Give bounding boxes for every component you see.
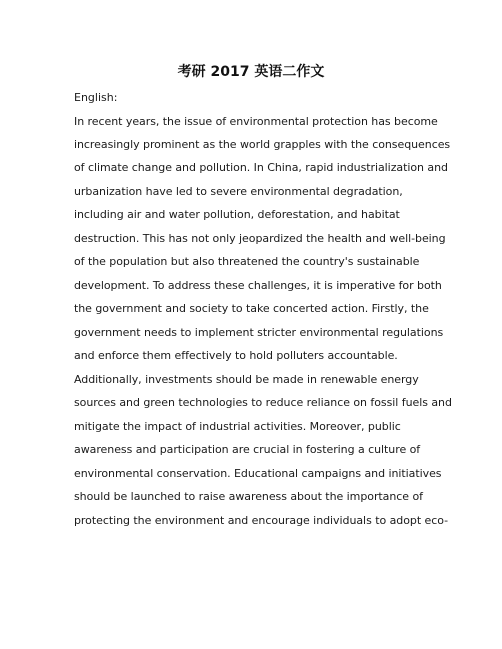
body-text-line: government needs to implement stricter environmental regulations xyxy=(74,326,444,339)
body-text-line: of the population but also threatened the country's sustainable xyxy=(74,255,420,268)
body-text-line: and enforce them effectively to hold polluters accountable. xyxy=(74,349,398,362)
body-text-line: increasingly prominent as the world grapples with the consequences xyxy=(74,138,451,151)
language-label: English: xyxy=(74,91,118,104)
body-text-line: destruction. This has not only jeopardized the health and well-being xyxy=(74,232,446,245)
body-text-line: development. To address these challenges, it is imperative for both xyxy=(74,279,442,292)
body-text-line: mitigate the impact of industrial activities. Moreover, public xyxy=(74,420,401,433)
document-title: 考研 2017 英语二作文 xyxy=(177,64,325,80)
body-text-line: the government and society to take concerted action. Firstly, the xyxy=(74,302,429,315)
body-text-line: In recent years, the issue of environmental protection has become xyxy=(74,115,438,128)
body-text-line: environmental conservation. Educational campaigns and initiatives xyxy=(74,467,442,480)
body-text-line: awareness and participation are crucial in fostering a culture of xyxy=(74,443,421,456)
body-text-line: urbanization have led to severe environmental degradation, xyxy=(74,185,403,198)
body-text-line: sources and green technologies to reduce reliance on fossil fuels and xyxy=(74,396,452,409)
body-text-line: of climate change and pollution. In China, rapid industrialization and xyxy=(74,161,448,174)
body-text-line: Additionally, investments should be made in renewable energy xyxy=(74,373,419,386)
body-text-line: should be launched to raise awareness about the importance of xyxy=(74,490,423,503)
body-text-line: including air and water pollution, deforestation, and habitat xyxy=(74,208,400,221)
body-text-line: protecting the environment and encourage individuals to adopt eco- xyxy=(74,514,449,527)
